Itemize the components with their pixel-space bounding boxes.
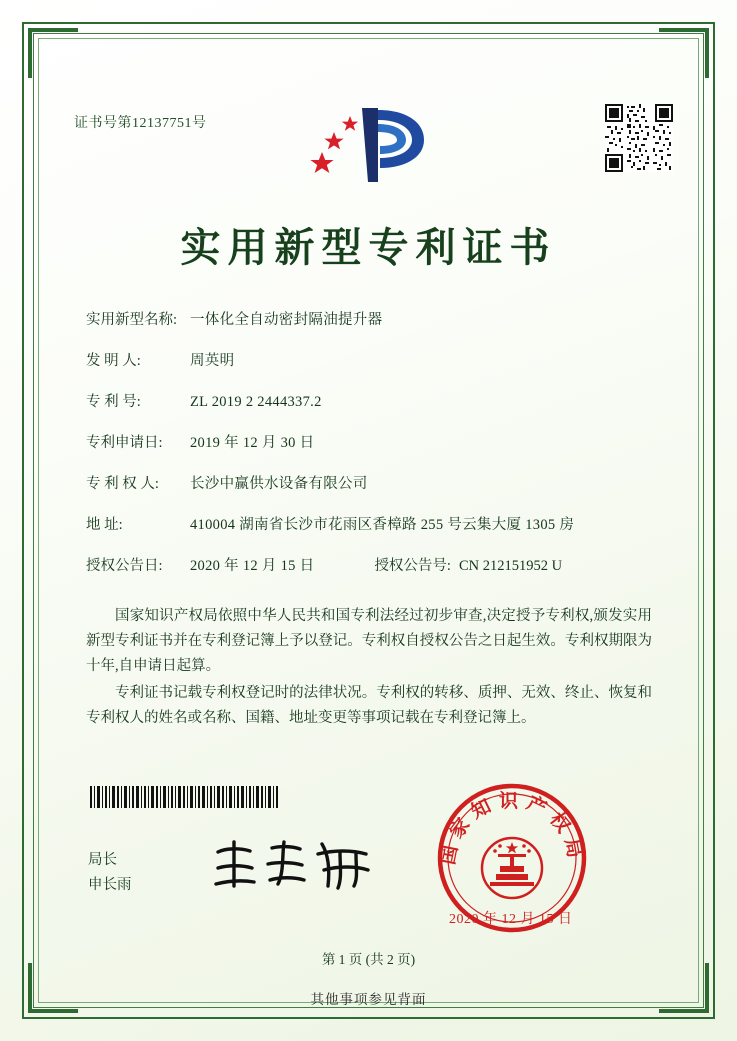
field-row-application-date: [86, 431, 666, 452]
field-list: [86, 308, 666, 595]
field-label-patent-number: 专 利 号:: [86, 394, 141, 410]
certificate-number: 证书号第12137751号: [74, 116, 207, 131]
footer-note: 其他事项参见背面: [310, 992, 427, 1007]
director-signature: [206, 834, 386, 896]
seal-date: 2020 年 12 月 15 日: [449, 912, 573, 927]
svg-text:国家知识产权局: 国家知识产权局: [436, 790, 588, 867]
director-label: 局长: [88, 852, 117, 868]
field-label-grant-number: 授权公告号:: [374, 558, 451, 574]
field-row-address: [86, 513, 666, 534]
page-title: 实用新型专利证书: [180, 224, 557, 271]
director-name: 申长雨: [88, 877, 132, 893]
director-block: [88, 848, 132, 898]
field-row-patentee: [86, 472, 666, 493]
field-value-name: 一体化全自动密封隔油提升器: [190, 312, 383, 328]
field-value-patent-number: ZL 2019 2 2444337.2: [190, 394, 322, 410]
field-row-patent-number: [86, 390, 666, 411]
corner-ornament-top-left: [28, 28, 78, 78]
page-number: 第 1 页 (共 2 页): [321, 952, 416, 967]
field-value-inventor: 周英明: [190, 353, 235, 369]
field-value-address: 410004 湖南省长沙市花雨区香樟路 255 号云集大厦 1305 房: [190, 517, 575, 533]
field-label-name: 实用新型名称:: [86, 312, 178, 328]
field-row-grant: [86, 554, 666, 575]
field-label-inventor: 发 明 人:: [86, 353, 141, 369]
field-row-name: [86, 308, 666, 329]
field-value-patentee: 长沙中赢供水设备有限公司: [190, 476, 368, 492]
field-value-application-date: 2019 年 12 月 30 日: [190, 435, 315, 451]
field-label-grant-date: 授权公告日:: [86, 558, 163, 574]
qr-code: [605, 104, 673, 172]
field-label-patentee: 专 利 权 人:: [86, 476, 159, 492]
legal-text: [86, 604, 652, 733]
legal-paragraph-1: 国家知识产权局依照中华人民共和国专利法经过初步审查,决定授予专利权,颁发实用新型专利证书并在专利登记簿上予以登记。专利权自授权公告之日起生效。专利权期限为十年,自申请日起算。: [86, 608, 652, 674]
field-row-inventor: [86, 349, 666, 370]
field-label-application-date: 专利申请日:: [86, 435, 163, 451]
cnipa-logo-icon: [300, 100, 440, 190]
field-value-grant-number: CN 212151952 U: [458, 558, 563, 574]
legal-paragraph-2: 专利证书记载专利权登记时的法律状况。专利权的转移、质押、无效、终止、恢复和专利权人的姓名或名称、国籍、地址变更等事项记载在专利登记簿上。: [86, 685, 652, 726]
barcode: [90, 786, 280, 808]
field-label-address: 地 址:: [86, 517, 123, 533]
field-value-grant-date: 2020 年 12 月 15 日: [190, 558, 315, 574]
corner-ornament-top-right: [659, 28, 709, 78]
